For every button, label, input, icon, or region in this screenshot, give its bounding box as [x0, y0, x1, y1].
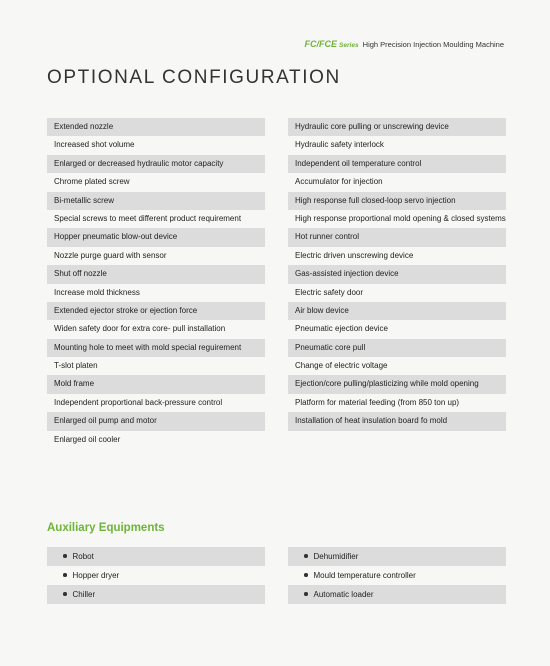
option-item: High response full closed-loop servo injection — [288, 192, 506, 210]
option-item: Accumulator for injection — [295, 177, 383, 187]
auxiliary-right-list — [288, 547, 506, 604]
option-item: Gas-assisted injection device — [288, 265, 506, 283]
page-title: OPTIONAL CONFIGURATION — [47, 67, 341, 88]
header-description: High Precision Injection Moulding Machine — [362, 40, 504, 49]
auxiliary-item-label: Chiller — [72, 590, 96, 599]
auxiliary-item-label: Automatic loader — [313, 590, 374, 599]
option-item: Enlarged oil pump and motor — [47, 412, 265, 430]
auxiliary-item — [288, 585, 506, 604]
bullet-icon — [304, 592, 308, 596]
bullet-icon — [63, 573, 67, 577]
option-item: T-slot platen — [54, 361, 98, 371]
option-item: Hydraulic safety interlock — [295, 140, 384, 150]
option-item: Independent proportional back-pressure control — [54, 397, 223, 407]
option-item: Increased shot volume — [54, 140, 135, 150]
auxiliary-left-list — [47, 547, 265, 604]
option-item: Enlarged or decreased hydraulic motor capacity — [47, 155, 265, 173]
auxiliary-item — [288, 547, 506, 566]
option-item: Pneumatic core pull — [288, 339, 506, 357]
option-item: Shut off nozzle — [47, 265, 265, 283]
auxiliary-item — [288, 566, 506, 585]
auxiliary-item-label: Dehumidifier — [313, 552, 359, 561]
options-left-list — [47, 118, 265, 449]
auxiliary-title: Auxiliary Equipments — [47, 522, 165, 534]
option-item: Independent oil temperature control — [288, 155, 506, 173]
auxiliary-item-label: Robot — [72, 552, 94, 561]
option-item: Mold frame — [47, 375, 265, 393]
auxiliary-item — [47, 566, 265, 585]
brand-name: FC/FCE — [304, 39, 337, 49]
option-item: Increase mold thickness — [54, 287, 140, 297]
option-item: Hot runner control — [288, 228, 506, 246]
bullet-icon — [63, 592, 67, 596]
option-item: High response proportional mold opening & closed systems — [295, 213, 506, 223]
bullet-icon — [304, 573, 308, 577]
series-label: Series — [339, 42, 359, 49]
auxiliary-item — [47, 547, 265, 566]
option-item: Platform for material feeding (from 850 ton up) — [295, 397, 460, 407]
option-item: Ejection/core pulling/plasticizing while mold opening — [288, 375, 506, 393]
bullet-icon — [304, 554, 308, 558]
auxiliary-item-label: Mould temperature controller — [313, 571, 416, 580]
option-item: Widen safety door for extra core- pull installation — [54, 324, 226, 334]
header-series — [304, 39, 504, 49]
auxiliary-item — [47, 585, 265, 604]
option-item: Hopper pneumatic blow-out device — [47, 228, 265, 246]
auxiliary-item-label: Hopper dryer — [72, 571, 120, 580]
option-item: Chrome plated screw — [54, 177, 130, 187]
option-item: Bi-metallic screw — [47, 192, 265, 210]
option-item: Electric safety door — [295, 287, 364, 297]
bullet-icon — [63, 554, 67, 558]
option-item: Special screws to meet different product requirement — [54, 213, 242, 223]
option-item: Air blow device — [288, 302, 506, 320]
option-item: Installation of heat insulation board fo mold — [288, 412, 506, 430]
option-item: Mounting hole to meet with mold special reguirement — [47, 339, 265, 357]
option-item: Change of electric voltage — [295, 361, 388, 371]
options-right-list — [288, 118, 506, 431]
option-item: Hydraulic core pulling or unscrewing device — [288, 118, 506, 136]
option-item: Pneumatic ejection device — [295, 324, 388, 334]
option-item: Extended ejector stroke or ejection force — [47, 302, 265, 320]
option-item: Extended nozzle — [47, 118, 265, 136]
option-item: Enlarged oil cooler — [54, 434, 121, 444]
option-item: Nozzle purge guard with sensor — [54, 250, 167, 260]
option-item: Electric driven unscrewing device — [295, 250, 414, 260]
